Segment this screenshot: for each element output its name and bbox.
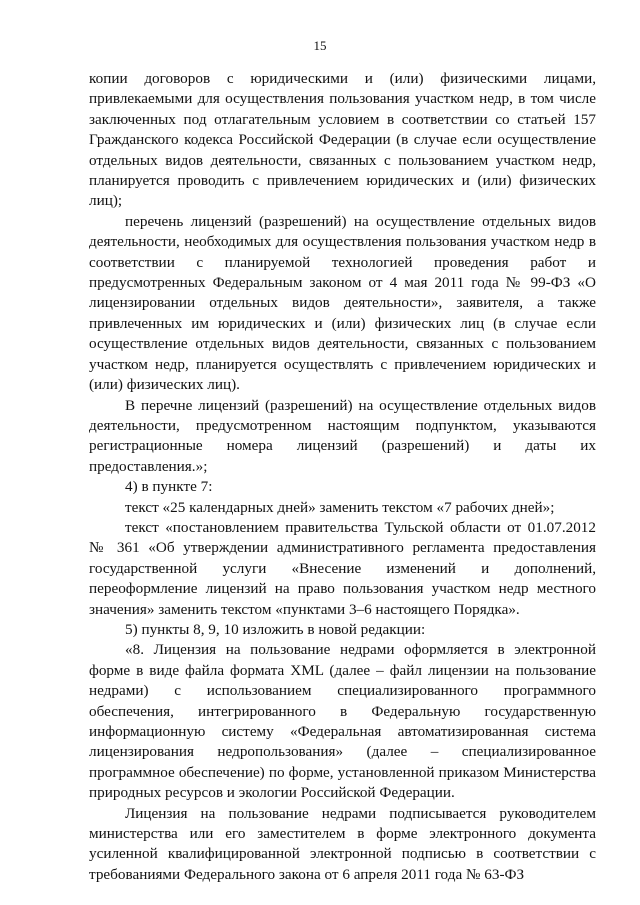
paragraph-replace-days: текст «25 календарных дней» заменить текстом «7 рабочих дней»;: [125, 498, 555, 516]
page-number: 15: [313, 38, 327, 53]
paragraph-license-signing: Лицензия на пользование недрами подписывается руководителем министерства или его заместителем в форме электронного документа усиленной квалифицированной электронной подписью в соответствии с требованиями Федерального закона от 6 апреля 2011 года № 63-ФЗ: [89, 804, 596, 883]
paragraph-contract-copies: копии договоров с юридическими и (или) физическими лицами, привлекаемыми для осуществления пользования участком недр, в том числе заключенных под отлагательным условием в соответствии со статьей 157 Гражданского кодекса Российской Федерации (в случае если осуществление отдельных видов деятельности, связанных с пользованием участком недр, планируется проводить с привлечением юридических и (или) физических лиц);: [89, 70, 596, 210]
paragraph-item-4: 4) в пункте 7:: [125, 478, 213, 496]
paragraph-point-8: «8. Лицензия на пользование недрами оформляется в электронной форме в виде файла формата XML (далее – файл лицензии на пользование недрами) с использованием специализированного программного обеспечения, интегрированного в Федеральную государственную информационную систему «Федеральная автоматизированная система лицензирования недропользования» (далее – специализированное программное обеспечение) по форме, установленной приказом Министерства природных ресурсов и экологии Российской Федерации.: [89, 641, 596, 802]
paragraph-license-registration: В перечне лицензий (разрешений) на осуществление отдельных видов деятельности, предусмотренном настоящим подпунктом, указываются регистрационные номера лицензий (разрешений) и даты их предоставления.»;: [89, 396, 596, 475]
paragraph-license-list: перечень лицензий (разрешений) на осуществление отдельных видов деятельности, необходимых для осуществления пользования участком недр в соответствии с планируемой технологией проведения работ и предусмотренных Федеральным законом от 4 мая 2011 года № 99-ФЗ «О лицензировании отдельных видов деятельности», заявителя, а также привлеченных им юридических и (или) физических лиц (в случае если осуществление отдельных видов деятельности, связанных с пользованием участком недр, планируется осуществлять с привлечением юридических и (или) физических лиц).: [89, 212, 596, 394]
paragraph-replace-resolution: текст «постановлением правительства Тульской области от 01.07.2012 № 361 «Об утверждении административного регламента предоставления государственной услуги «Внесение изменений и дополнений, переоформление лицензий на право пользования участком недр местного значения» заменить текстом «пунктами 3–6 настоящего Порядка».: [89, 518, 596, 618]
document-body: [89, 69, 596, 885]
paragraph-item-5: 5) пункты 8, 9, 10 изложить в новой редакции:: [125, 620, 426, 638]
